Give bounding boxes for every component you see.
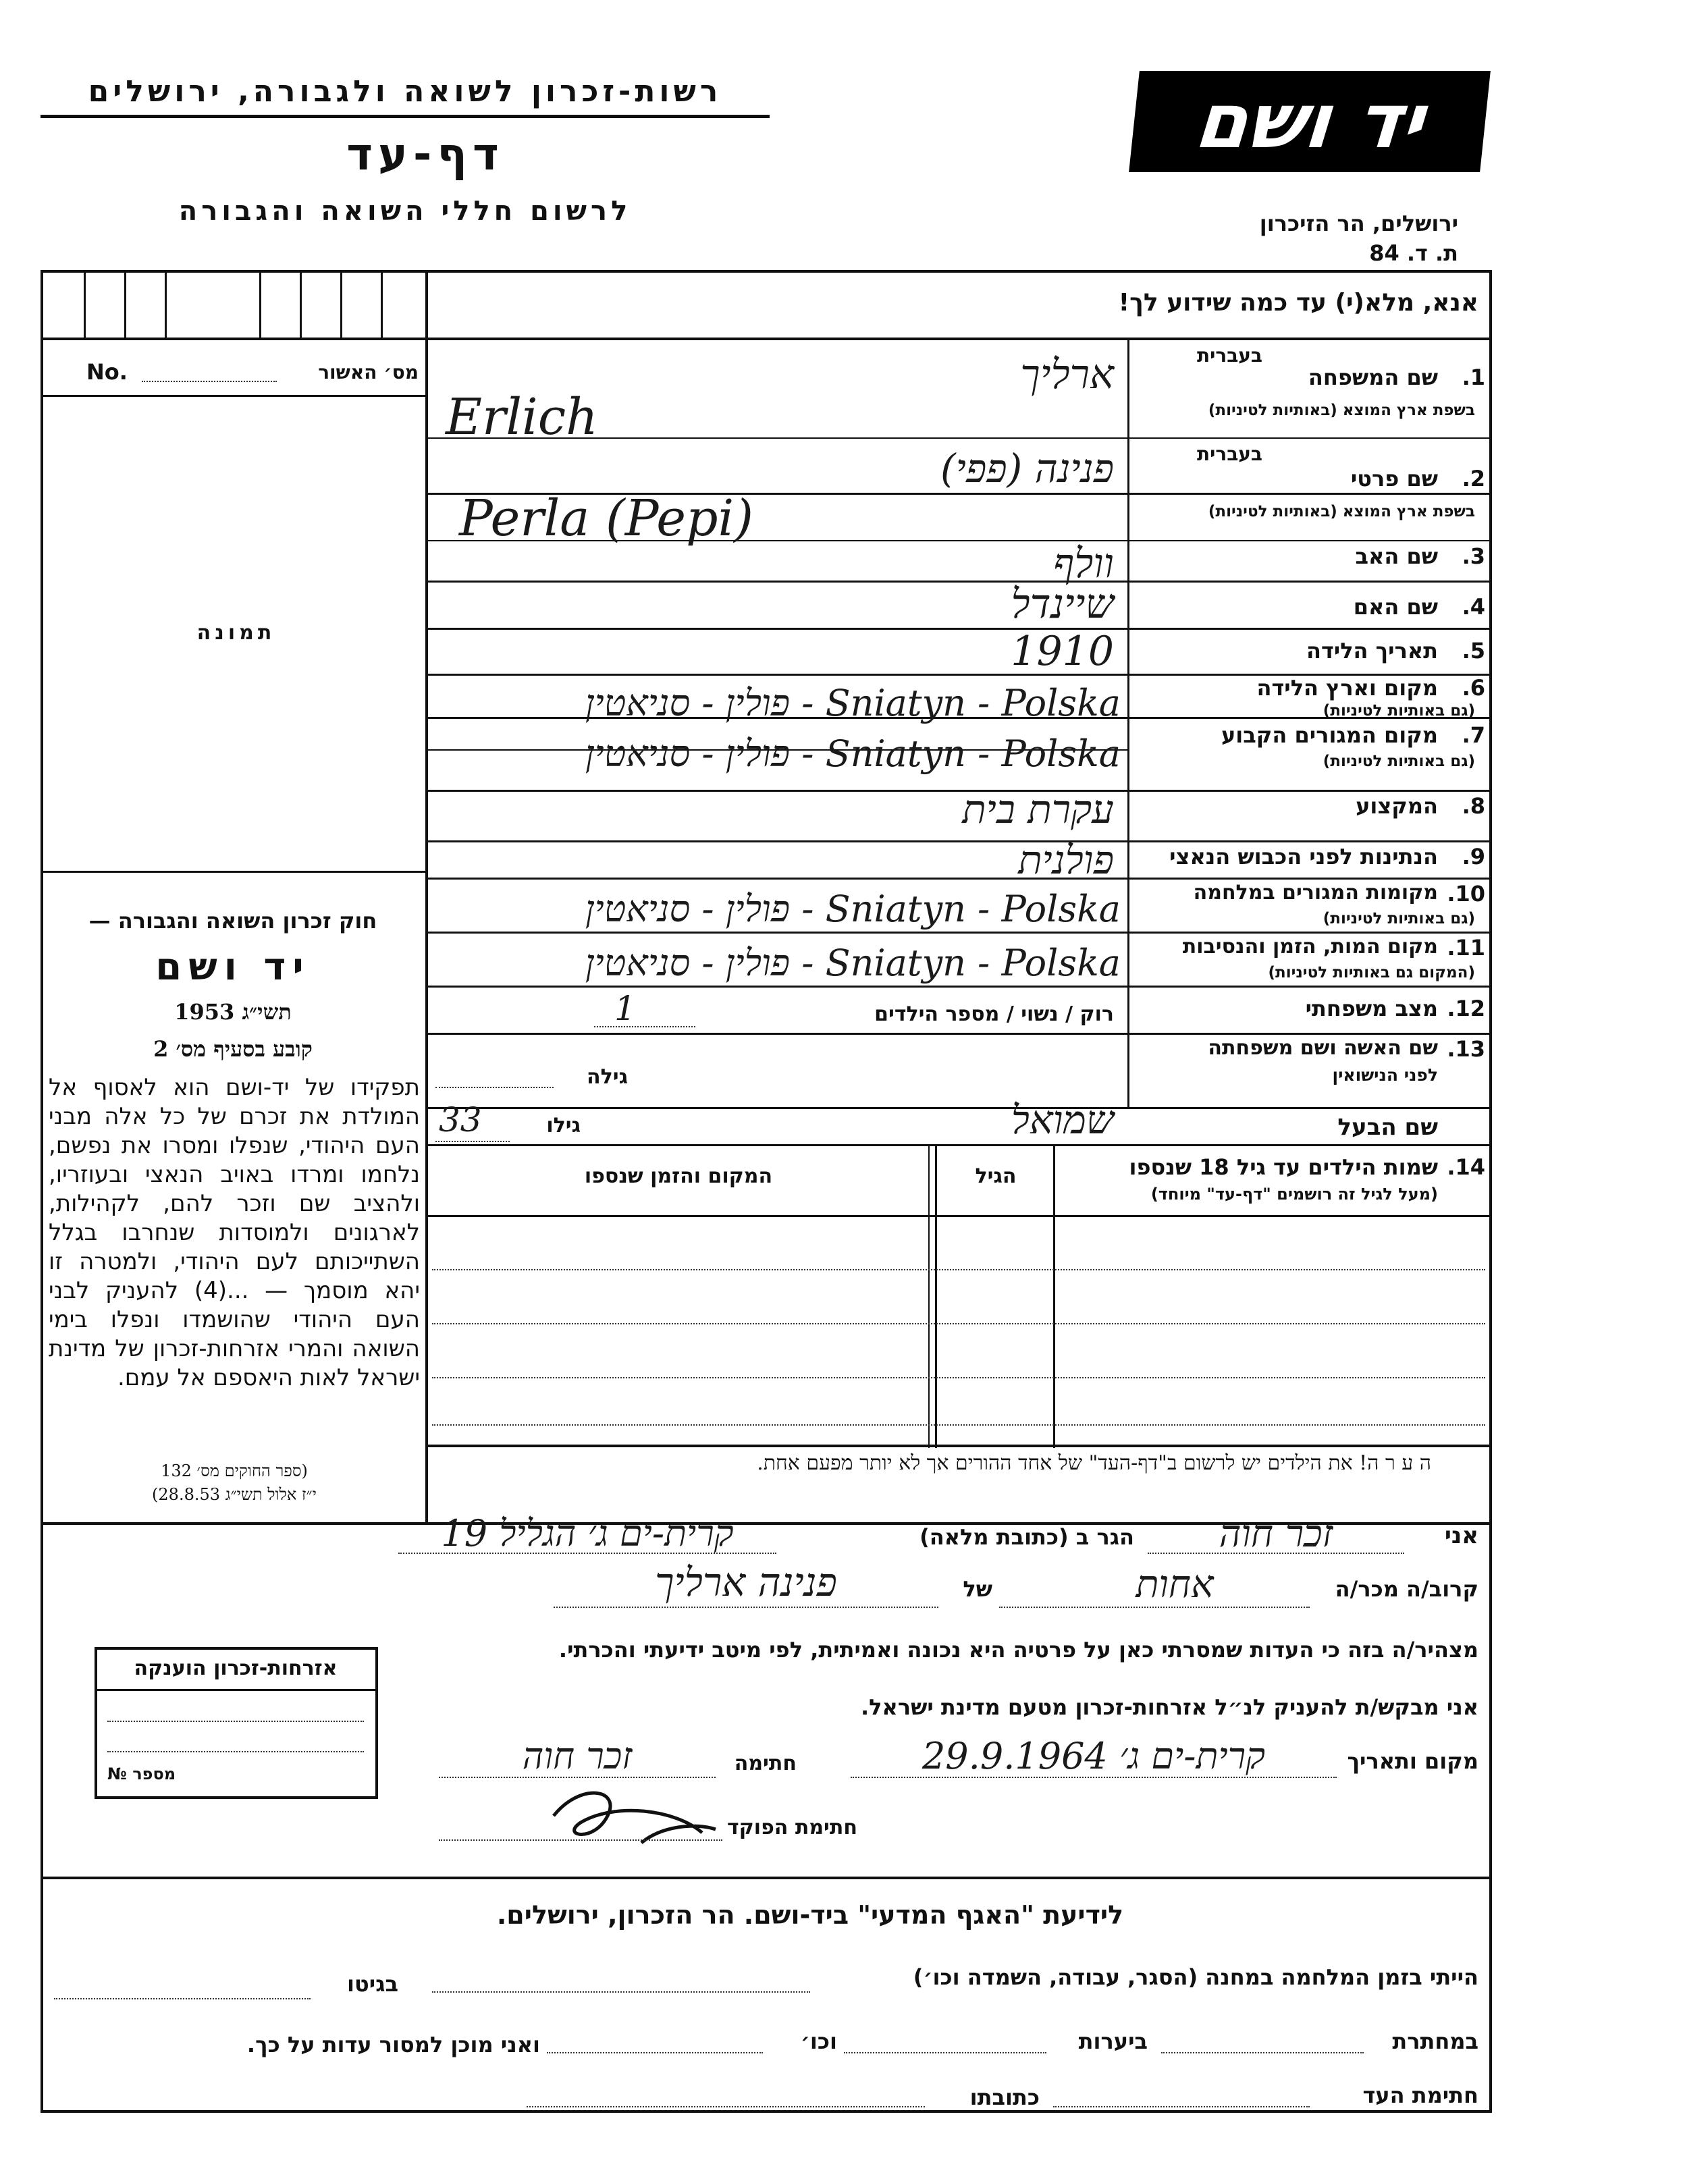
field-13-label: שם האשה ושם משפחתה [1208, 1036, 1438, 1060]
children-col-place: המקום והזמן שנספו [584, 1164, 773, 1188]
husband-value[interactable]: שמואל [1011, 1097, 1114, 1143]
underground-label: במחתרת [1392, 2028, 1478, 2054]
place-date-value[interactable]: קרית-ים ג׳ 29.9.1964 [922, 1735, 1266, 1777]
authority-title: רשות-זכרון לשואה ולגבורה, ירושלים [88, 74, 722, 109]
field-7-number: 7. [1462, 722, 1485, 748]
field-1-value-latin[interactable]: Erlich [446, 388, 598, 446]
stamp-title: אזרחות-זכרון הוענקה [134, 1657, 338, 1680]
law-year: תשי״ג 1953 [174, 999, 292, 1025]
field-11-label: מקום המות, הזמן והנסיבות [1182, 935, 1438, 959]
signature-label: חתימה [734, 1752, 797, 1775]
field-5-number: 5. [1462, 638, 1485, 664]
children-table-title: שמות הילדים עד גיל 18 שנספו [1129, 1154, 1438, 1180]
deceased-name[interactable]: פנינה ארליך [655, 1559, 837, 1605]
field-1-number: 1. [1462, 365, 1485, 390]
field-14-number: 14. [1447, 1154, 1485, 1180]
declarant-name[interactable]: זכר חוה [1219, 1512, 1333, 1556]
field-2-value-hebrew[interactable]: פנינה (פפי) [940, 446, 1114, 491]
witness-address-label: כתובתו [969, 2084, 1040, 2110]
place-date-label: מקום ותאריך [1347, 1748, 1478, 1774]
field-4-label: שם האם [1353, 594, 1438, 620]
field-7-label: מקום המגורים הקבוע [1221, 722, 1438, 748]
field-10-label: מקומות המגורים במלחמה [1193, 881, 1438, 905]
stamp-number-label: מספר № [107, 1765, 176, 1783]
field-5-value[interactable]: 1910 [1011, 628, 1114, 675]
law-title: חוק זכרון השואה והגבורה — [88, 908, 377, 934]
field-8-number: 8. [1462, 793, 1485, 819]
children-count[interactable]: 1 [614, 989, 636, 1028]
marital-options[interactable]: רוק / נשוי / מספר הילדים [874, 1002, 1114, 1026]
field-2-value-latin[interactable]: Perla (Pepi) [459, 489, 753, 547]
field-8-label: המקצוע [1356, 793, 1438, 819]
field-9-number: 9. [1462, 844, 1485, 869]
witness-signature-label: חתימת העד [1362, 2082, 1478, 2108]
statement-2: אני מבקש/ת להעניק לנ״ל אזרחות-זכרון מטעם מדינת ישראל. [861, 1694, 1478, 1720]
field-7-sub: (גם באותיות לטיניות) [1323, 753, 1475, 770]
relation-value[interactable]: אחות [1136, 1563, 1214, 1607]
field-8-value[interactable]: עקרת בית [962, 786, 1114, 832]
relative-label: קרוב/ה מכר/ה [1335, 1576, 1478, 1602]
field-10-value[interactable]: Sniatyn - Polska - פולין - סניאטין [585, 888, 1121, 930]
address-label: הגר ב (כתובת מלאה) [919, 1524, 1134, 1550]
of-label: של [963, 1576, 992, 1602]
approval-boxes [43, 273, 425, 338]
declaration-i-label: אני [1444, 1522, 1478, 1549]
field-6-value[interactable]: Sniatyn - Polska - פולין - סניאטין [585, 682, 1121, 724]
field-3-value[interactable]: וולף [1053, 540, 1114, 587]
officer-signature-scribble [540, 1769, 729, 1850]
field-2-number: 2. [1462, 466, 1485, 491]
camp-line-label: הייתי בזמן המלחמה במחנה (הסגר, עבודה, השמדה וכו׳) [913, 1964, 1478, 1990]
field-4-number: 4. [1462, 594, 1485, 620]
ghetto-label: בגיטו [347, 1971, 398, 1997]
husband-age-label: גילו [546, 1114, 581, 1137]
children-table-subtitle: (מעל לגיל זה רושמים "דף-עד" מיוחד) [1150, 1185, 1438, 1204]
field-1-label: שם המשפחה [1308, 365, 1438, 390]
form-title: דף-עד [346, 128, 504, 180]
law-clause: קובע בסעיף מס׳ 2 [153, 1036, 313, 1062]
children-col-age: הגיל [975, 1164, 1017, 1188]
field-11-value[interactable]: Sniatyn - Polska - פולין - סניאטין [585, 942, 1121, 984]
husband-age-value[interactable]: 33 [439, 1100, 482, 1139]
law-name: יד ושם [155, 945, 311, 989]
field-7-value[interactable]: Sniatyn - Polska - פולין - סניאטין [585, 732, 1121, 775]
field-6-label: מקום וארץ הלידה [1256, 675, 1438, 701]
field-12-label: מצב משפחתי [1305, 996, 1438, 1021]
field-1-value-hebrew[interactable]: ארליך [1020, 351, 1114, 398]
field-1-latin-tag: בשפת ארץ המוצא (באותיות לטיניות) [1208, 402, 1475, 419]
field-11-sub: (המקום גם באותיות לטיניות) [1268, 964, 1475, 981]
field-13-sub: לפני הנישואין [1332, 1065, 1438, 1085]
address-line-2: ת. ד. 84 [1369, 240, 1458, 266]
field-2-latin-tag: בשפת ארץ המוצא (באותיות לטיניות) [1208, 503, 1475, 520]
form-subtitle: לרשום חללי השואה והגבורה [178, 196, 632, 227]
photo-label: תמונה [196, 621, 276, 645]
declarant-address[interactable]: קרית-ים ג׳ הגליל 19 [441, 1512, 734, 1555]
field-5-label: תאריך הלידה [1306, 638, 1438, 664]
field-2-label: שם פרטי [1350, 466, 1438, 491]
field-3-label: שם האב [1355, 543, 1438, 569]
field-9-value[interactable]: פולנית [1018, 837, 1114, 883]
field-11-number: 11. [1447, 935, 1485, 961]
husband-label: שם הבעל [1337, 1114, 1438, 1141]
forests-label: ביערות [1078, 2028, 1148, 2054]
field-6-number: 6. [1462, 675, 1485, 701]
field-12-number: 12. [1447, 996, 1485, 1021]
wife-age-label: גילה [587, 1065, 628, 1089]
field-1-hebrew-tag: בעברית [1196, 344, 1262, 367]
scientific-dept-heading: לידיעת "האגף המדעי" ביד-ושם. הר הזכרון, ירושלים. [496, 1900, 1124, 1930]
field-2-hebrew-tag: בעברית [1196, 443, 1262, 465]
ready-to-testify: ואני מוכן למסור עדות על כך. [246, 2032, 540, 2057]
statement-1: מצהיר/ה בזה כי העדות שמסרתי כאן על פרטיה היא נכונה ואמיתית, לפי מיטב ידיעתי והכרתי. [558, 1637, 1478, 1663]
field-6-sub: (גם באותיות לטיניות) [1323, 702, 1475, 720]
field-9-label: הנתינות לפני הכבוש הנאצי [1169, 844, 1438, 869]
approval-no-label: No. [86, 359, 128, 385]
field-3-number: 3. [1462, 543, 1485, 569]
address-line-1: ירושלים, הר הזיכרון [1259, 211, 1458, 236]
field-13-number: 13. [1447, 1036, 1485, 1062]
memorial-citizenship-box [95, 1647, 378, 1799]
children-note: ה ע ר ה! את הילדים יש לרשום ב"דף-העד" של אחד ההורים אך לא יותר מפעם אחת. [757, 1451, 1431, 1475]
law-reference-1: (ספר החוקים מס׳ 132 [161, 1461, 308, 1480]
field-10-sub: (גם באותיות לטיניות) [1323, 910, 1475, 927]
etc-label: וכו׳ [800, 2028, 837, 2054]
officer-signature-label: חתימת הפוקד [727, 1816, 857, 1839]
yad-vashem-logo: יד ושם [1129, 71, 1491, 172]
field-4-value[interactable]: שיינדל [1011, 581, 1114, 628]
law-text: תפקידו של יד-ושם הוא לאסוף אל המולדת את זכרם של כל אלה מבני העם היהודי, שנפלו ומסרו את נפשם, נלחמו ומרדו באויב הנאצי ובעוזריו, ולהציב שם וזכר להם, לקהילות, לארגונים ולמוסדות שנחרבו בגלל השתייכותם לעם היהודי, ולמטרה זו יהא מוסמך — ...(4) להעניק לבני העם היהודי שהושמדו ונפלו בימי השואה והמרי אזרחות-זכרון של מדינת ישראל לאות היאספם אל עמם. [49, 1074, 420, 1391]
instruction-text: אנא, מלא(י) עד כמה שידוע לך! [1118, 289, 1478, 317]
field-10-number: 10. [1447, 881, 1485, 907]
signature-value[interactable]: זכר חוה [522, 1735, 633, 1777]
law-reference-2: י״ז אלול תשי״ג 28.8.53) [152, 1485, 317, 1504]
approval-label: מס׳ האשור [318, 361, 419, 383]
